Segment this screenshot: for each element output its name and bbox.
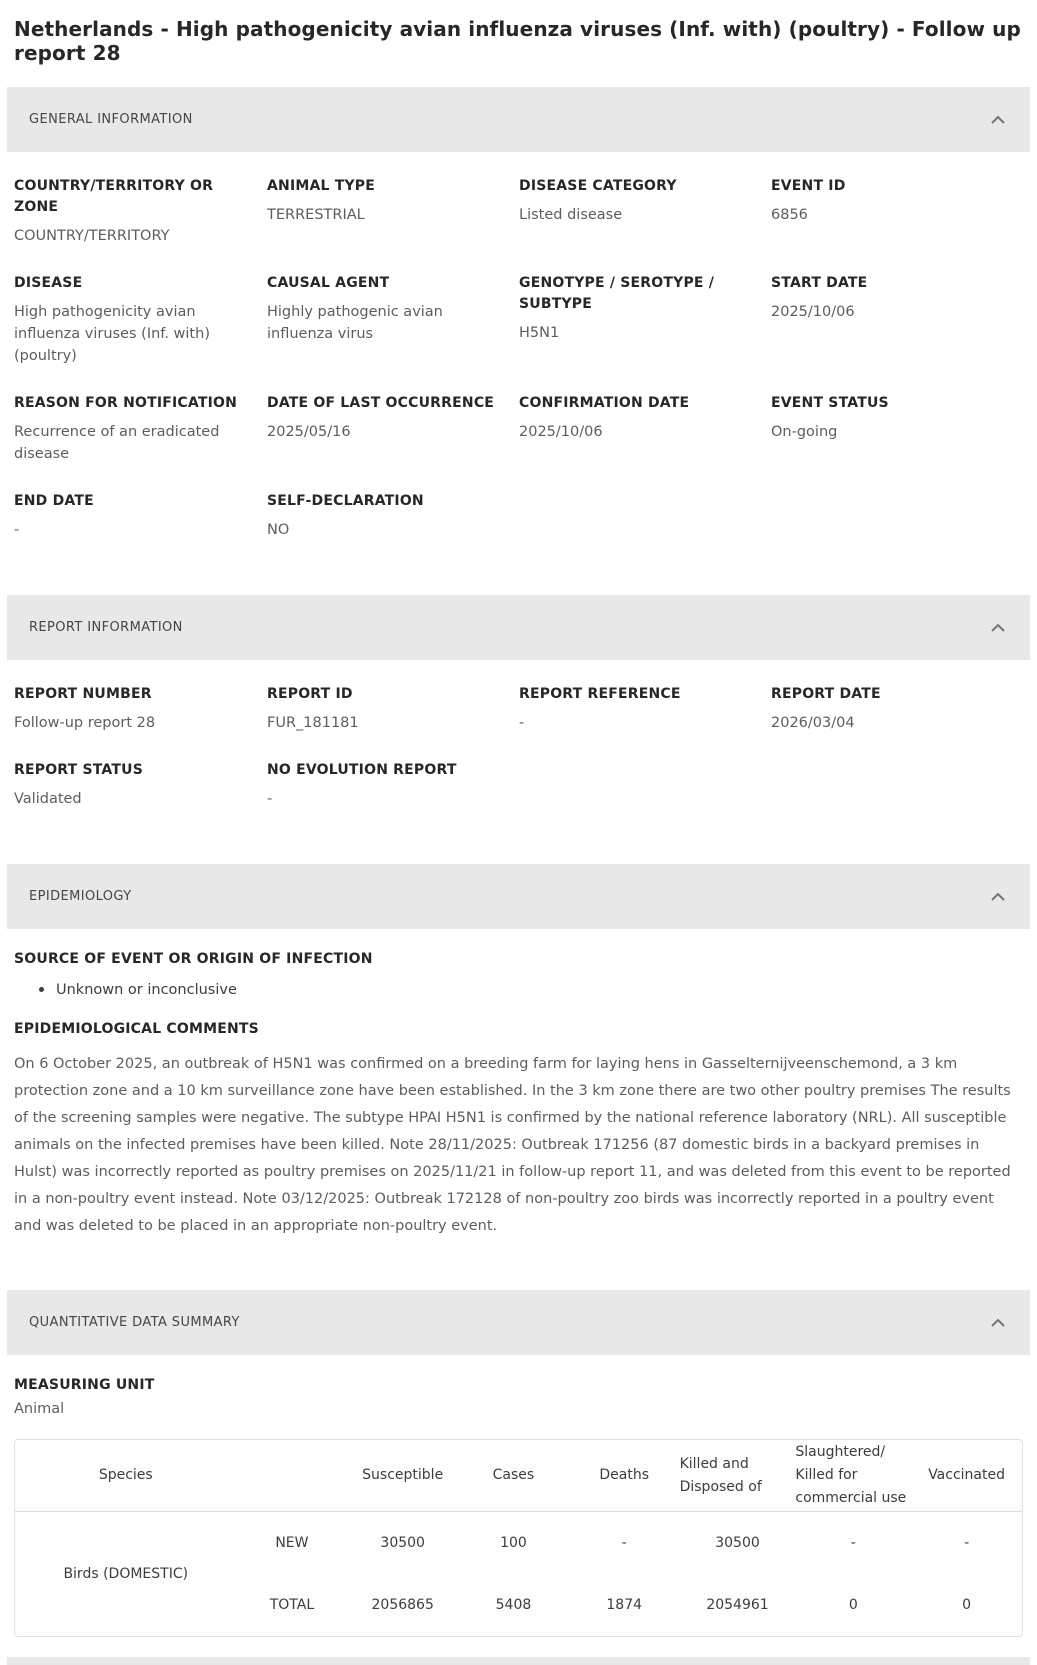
field-country-territory-or-zone [14,176,267,247]
field-value: 2026/03/04 [771,715,855,731]
field-value: 2025/10/06 [519,424,603,440]
killed-cell: 2054961 [706,1597,769,1613]
field-value: High pathogenicity avian influenza viruses (Inf. with) (poultry) [14,304,210,364]
deaths-cell: - [621,1535,627,1551]
field-label: DATE OF LAST OCCURRENCE [267,395,495,411]
epidemiological-comments-label: EPIDEMIOLOGICAL COMMENTS [14,1021,259,1037]
vaccinated-cell: - [964,1535,970,1551]
source-of-event-list [14,979,1023,1001]
quantitative-data-table [14,1439,1023,1637]
col-header-slaughtered-killed-for-commercial-use: Slaughtered/ Killed for commercial use [795,1440,911,1512]
section-header-report-information[interactable] [7,595,1030,660]
field-label: SELF-DECLARATION [267,493,424,509]
col-header-species: Species [15,1440,237,1512]
field-value: H5N1 [519,325,560,341]
field-value: 2025/10/06 [771,304,855,320]
row-type-cell: TOTAL [269,1597,315,1613]
field-label: COUNTRY/TERRITORY OR ZONE [14,178,214,215]
species-cell: Birds (DOMESTIC) [63,1566,189,1582]
field-value: FUR_181181 [267,715,359,731]
cases-cell: 100 [500,1535,527,1551]
slaughtered-cell: 0 [848,1597,858,1613]
field-end-date [14,491,267,541]
epidemiology-body [0,929,1037,1268]
section-header-general-information[interactable] [7,87,1030,152]
section-title: GENERAL INFORMATION [29,112,193,127]
field-label: REPORT ID [267,686,353,702]
measuring-unit-value: Animal [14,1401,65,1417]
field-label: ANIMAL TYPE [267,178,376,194]
field-start-date [771,273,1023,367]
field-disease-category [519,176,771,247]
field-label: EVENT STATUS [771,395,889,411]
field-label: EVENT ID [771,178,846,194]
col-header-killed-and-disposed-of: Killed and Disposed of [680,1440,796,1512]
quantitative-table-wrap [0,1421,1037,1647]
field-report-date [771,684,1023,734]
field-value: Listed disease [519,207,623,223]
col-header-susceptible: Susceptible [347,1440,458,1512]
field-value: - [519,715,525,731]
measuring-unit-label: MEASURING UNIT [14,1377,155,1393]
field-label: REASON FOR NOTIFICATION [14,395,238,411]
source-of-event-item: Unknown or inconclusive [14,979,1023,1001]
field-report-number [14,684,267,734]
field-value: 2025/05/16 [267,424,351,440]
field-genotype-serotype-subtype [519,273,771,367]
field-report-id [267,684,519,734]
chevron-up-icon[interactable] [990,623,1006,633]
section-header-epidemiology[interactable] [7,864,1030,929]
field-label: END DATE [14,493,94,509]
section-title: EPIDEMIOLOGY [29,889,132,904]
col-header-cases: Cases [458,1440,569,1512]
field-no-evolution-report [267,760,519,810]
field-value: Validated [14,791,82,807]
field-value: - [267,791,273,807]
deaths-cell: 1874 [606,1597,643,1613]
field-value: On-going [771,424,838,440]
field-value: 6856 [771,207,808,223]
col-header-vaccinated: Vaccinated [911,1440,1022,1512]
field-value: COUNTRY/TERRITORY [14,228,170,244]
chevron-up-icon[interactable] [990,115,1006,125]
report-information-body [0,660,1037,842]
field-label: GENOTYPE / SEROTYPE / SUBTYPE [519,275,715,312]
col-header-sub [237,1440,348,1512]
source-of-event-label: SOURCE OF EVENT OR ORIGIN OF INFECTION [14,951,373,967]
field-label: REPORT DATE [771,686,881,702]
field-value: Follow-up report 28 [14,715,156,731]
field-label: DISEASE [14,275,83,291]
field-report-reference [519,684,771,734]
general-information-body [0,152,1037,573]
section-header-quantitative-data-summary[interactable] [7,1290,1030,1355]
field-label: CAUSAL AGENT [267,275,390,291]
field-label: REPORT NUMBER [14,686,152,702]
table-row-new [15,1512,1022,1574]
field-label: DISEASE CATEGORY [519,178,677,194]
epidemiological-comments-text: On 6 October 2025, an outbreak of H5N1 was confirmed on a breeding farm for laying hens in Gasselternijveenschemond, a 3 km protection zone and a 10 km surveillance zone have been established. In the 3 km zone there are two other poultry premises The results of the screening samples were negative. The subtype HPAI H5N1 is confirmed by the national reference laboratory (NRL). All susceptible animals on the infected premises have been killed. Note 28/11/2025: Outbreak 171256 (87 domestic birds in a backyard premises in Hulst) was incorrectly reported as poultry premises on 2025/11/21 in follow-up report 11, and was deleted from this event to be reported in a non-poultry event instead. Note 03/12/2025: Outbreak 172128 of non-poultry zoo birds was incorrectly reported in a poultry event and was deleted to be placed in an appropriate non-poultry event. [14,1056,1011,1234]
field-value: TERRESTRIAL [267,207,365,223]
field-value: Recurrence of an eradicated disease [14,424,220,462]
field-label: START DATE [771,275,868,291]
field-value: - [14,522,20,538]
field-label: NO EVOLUTION REPORT [267,762,457,778]
field-value: Highly pathogenic avian influenza virus [267,304,443,342]
col-header-deaths: Deaths [569,1440,680,1512]
susceptible-cell: 2056865 [371,1597,434,1613]
field-value: NO [267,522,290,538]
vaccinated-cell: 0 [962,1597,972,1613]
quantitative-body [0,1355,1037,1421]
slaughtered-cell: - [850,1535,856,1551]
field-causal-agent [267,273,519,367]
table-header-row [15,1440,1022,1512]
section-title: REPORT INFORMATION [29,620,183,635]
section-header-next-partial[interactable] [7,1657,1030,1665]
field-report-status [14,760,267,810]
chevron-up-icon[interactable] [990,1318,1006,1328]
killed-cell: 30500 [715,1535,760,1551]
cases-cell: 5408 [495,1597,532,1613]
row-type-cell: NEW [275,1535,309,1551]
field-date-of-last-occurrence [267,393,519,465]
field-label: CONFIRMATION DATE [519,395,690,411]
field-confirmation-date [519,393,771,465]
field-event-status [771,393,1023,465]
field-label: REPORT REFERENCE [519,686,681,702]
field-animal-type [267,176,519,247]
field-reason-for-notification [14,393,267,465]
field-event-id [771,176,1023,247]
chevron-up-icon[interactable] [990,892,1006,902]
page-title: Netherlands - High pathogenicity avian influenza viruses (Inf. with) (poultry) - Follow up report 28 [14,17,1021,65]
section-title: QUANTITATIVE DATA SUMMARY [29,1315,240,1330]
field-label: REPORT STATUS [14,762,143,778]
susceptible-cell: 30500 [380,1535,425,1551]
field-disease [14,273,267,367]
field-self-declaration [267,491,519,541]
